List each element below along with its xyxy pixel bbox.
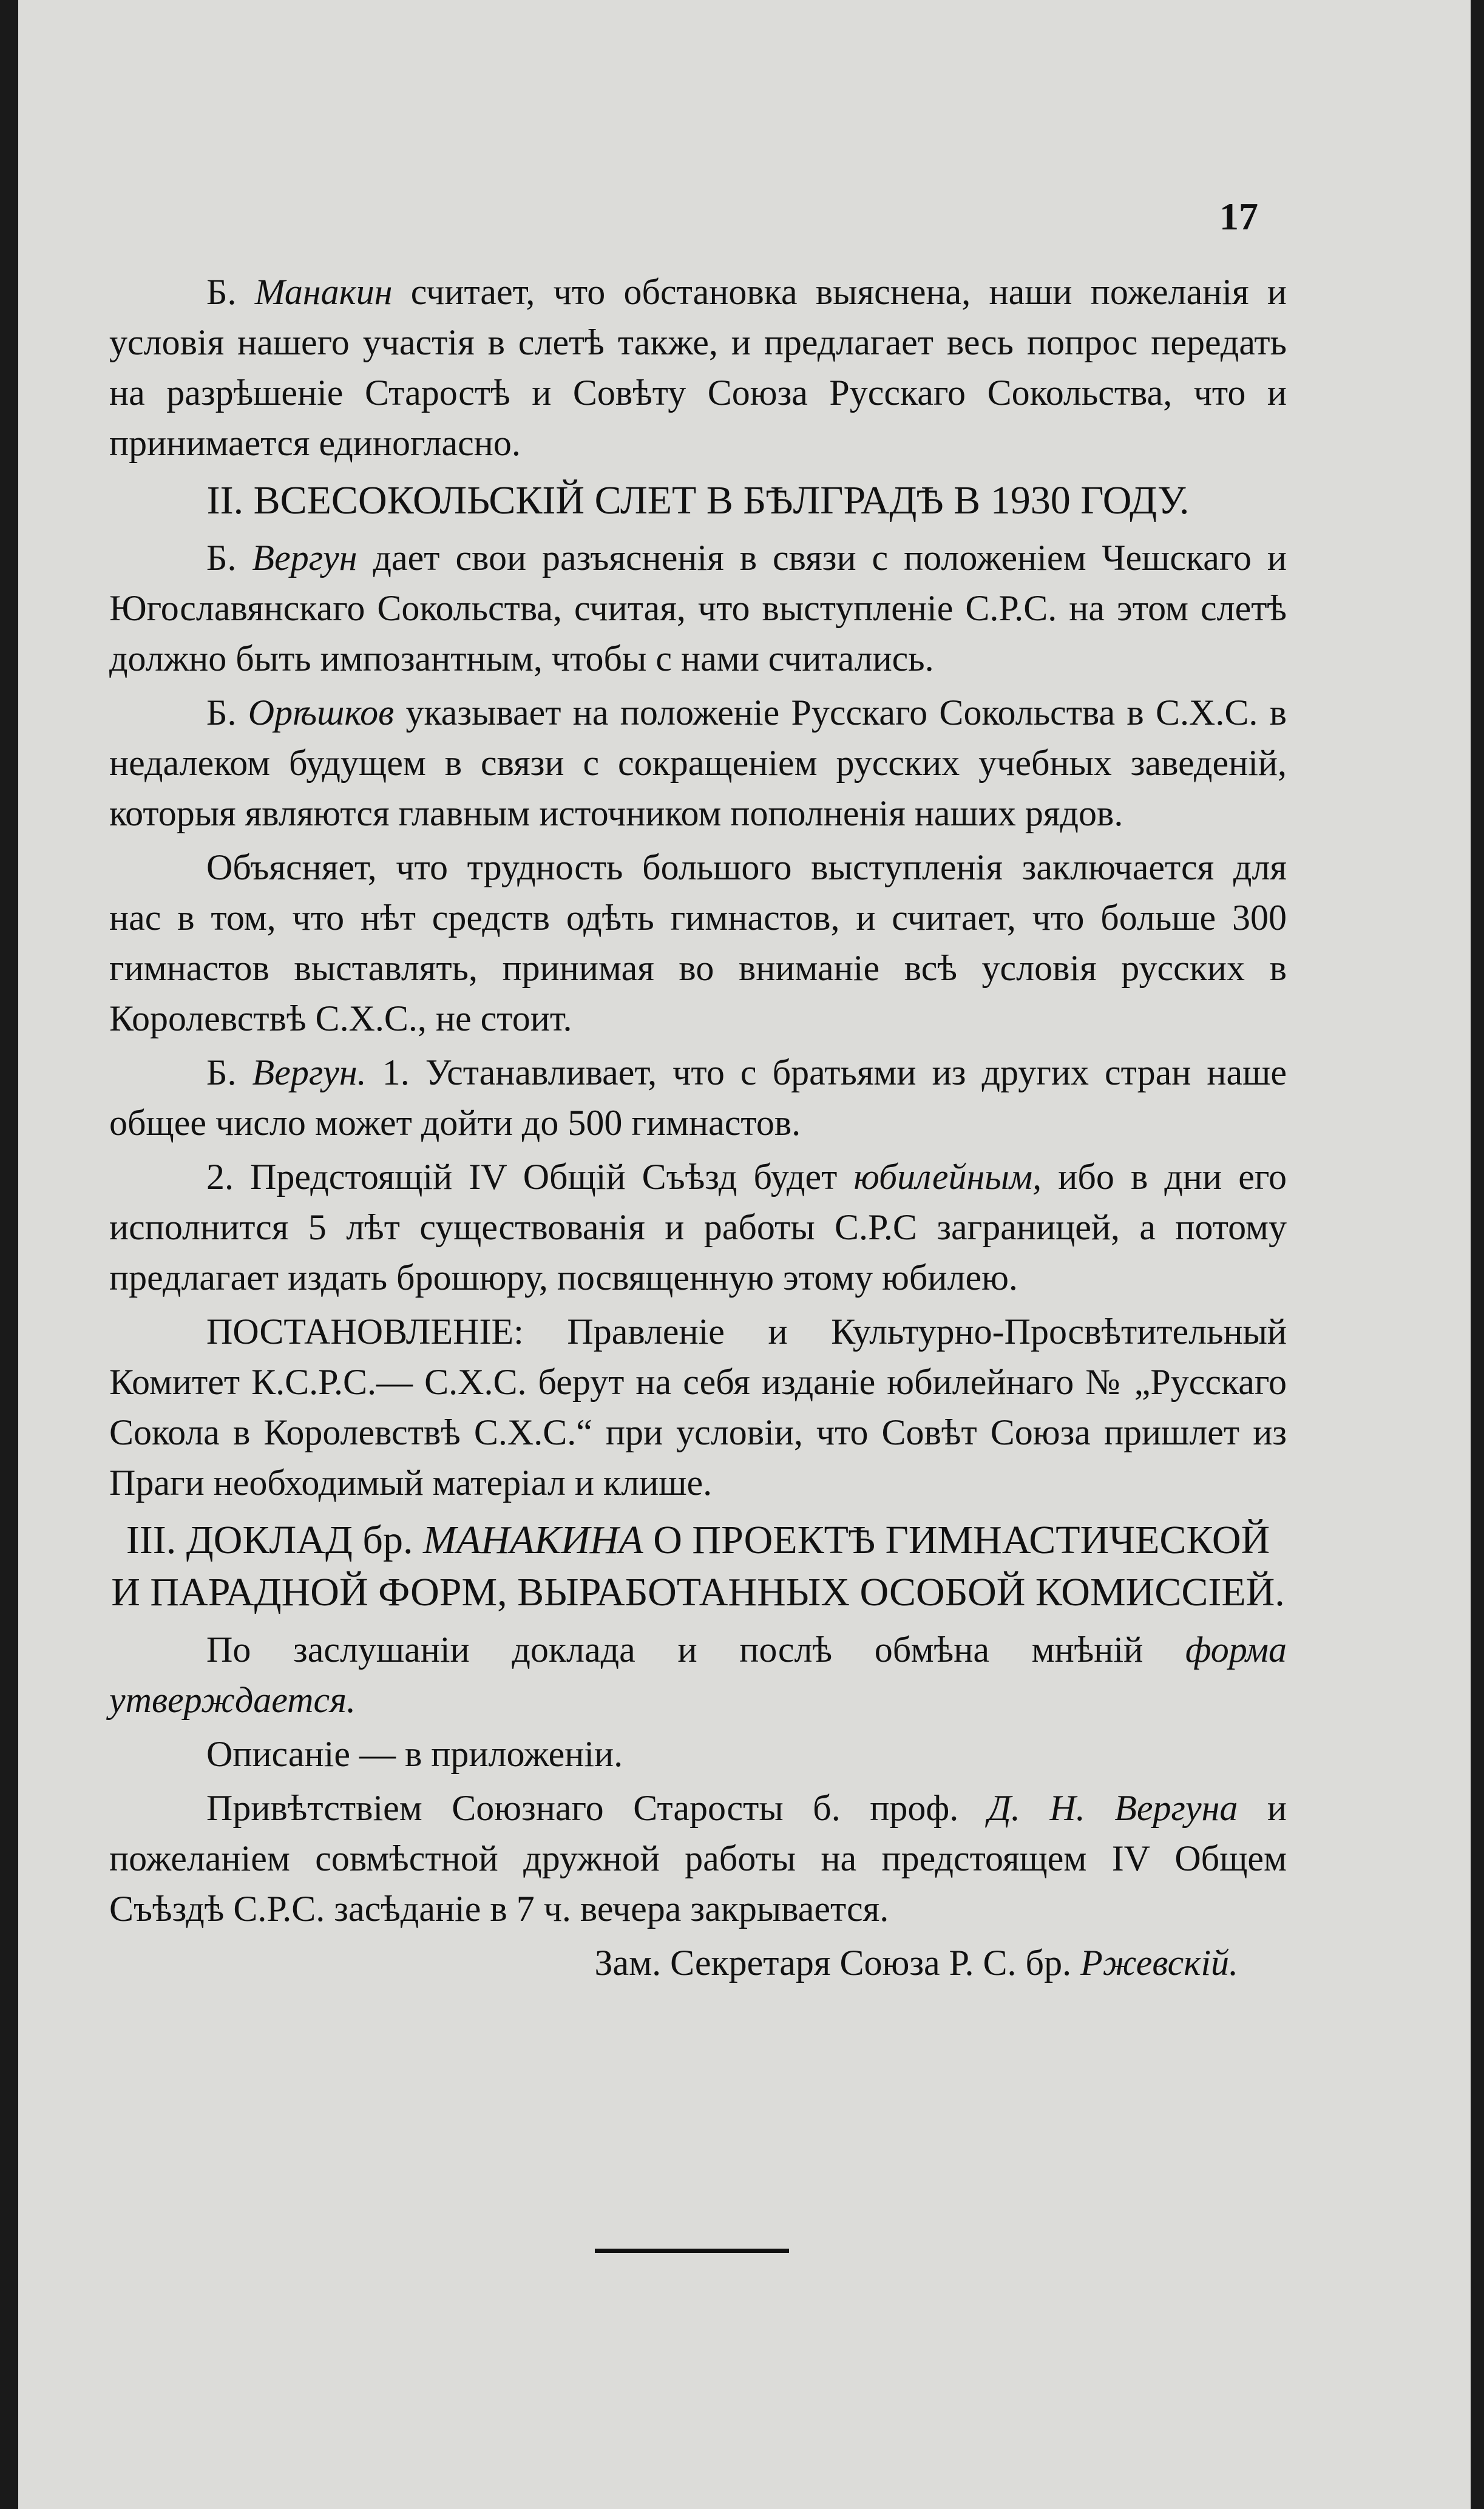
page-body <box>109 267 1287 1988</box>
paragraph-description: Описаніе — в приложеніи. <box>206 1734 623 1774</box>
section-heading-2: II. ВСЕСОКОЛЬСКІЙ СЛЕТ В БѢЛГРАДѢ В 1930 ГОДУ. <box>206 478 1190 523</box>
paragraph-vergun-2: 2. Предстоящій IV Общій Съѣзд будет юбилейным, ибо в дни его исполнится 5 лѣт существованія и работы С.Р.С заграницей, а потому предлагает издать брошюру, посвященную этому юбилею. <box>109 1157 1287 1298</box>
paragraph-vergun-1: Б. Вергун. 1. Устанавливает, что с братьями из других стран наше общее число может дойти до 500 гимнастов. <box>109 1052 1287 1143</box>
paragraph-manakin: Б. Манакин считает, что обстановка выяснена, наши пожеланія и условія нашего участія в слетѣ также, и предлагает весь попрос передать на разрѣшеніе Старостѣ и Совѣту Союза Русскаго Сокольства, что и принимается единогласно. <box>109 272 1287 463</box>
paragraph-closing: Привѣтствіем Союзнаго Старосты б. проф. Д. Н. Вергуна и пожеланіем совмѣстной дружной работы на предстоящем IV Общем Съѣздѣ С.Р.С. засѣданіе в 7 ч. вечера закрывается. <box>109 1788 1287 1929</box>
paragraph-form-approved: По заслушаніи доклада и послѣ обмѣна мнѣній форма утверждается. <box>109 1630 1287 1720</box>
paragraph-resolution: ПОСТАНОВЛЕНІЕ: Правленіе и Культурно-Просвѣтительный Комитет К.С.Р.С.— С.Х.С. берут на себя изданіе юбилейнаго № „Русскаго Сокола в Королевствѣ С.Х.С.“ при условіи, что Совѣт Союза пришлет из Праги необходимый матеріал и клише. <box>109 1312 1287 1503</box>
signature-line: Зам. Секретаря Союза Р. С. бр. Ржевскій. <box>594 1943 1238 1983</box>
paragraph-vergun: Б. Вергун дает свои разъясненія в связи с положеніем Чешскаго и Югославянскаго Сокольства, считая, что выступленіе С.Р.С. на этом слетѣ должно быть импозантным, чтобы с нами считались. <box>109 538 1287 679</box>
section-heading-3: III. ДОКЛАД бр. МАНАКИНА О ПРОЕКТѢ ГИМНАСТИЧЕСКОЙ И ПАРАДНОЙ ФОРМ, ВЫРАБОТАННЫХ ОСОБОЙ КОМИССІЕЙ. <box>111 1518 1285 1614</box>
scan-left-border <box>0 0 18 2509</box>
paragraph-explains: Объясняет, что трудность большого выступленія заключается для нас в том, что нѣт средств одѣть гимнастов, и считает, что больше 300 гимнастов выставлять, принимая во вниманіе всѣ условія русских в Королевствѣ С.Х.С., не стоит. <box>109 847 1287 1038</box>
paragraph-oreshkov: Б. Орѣшков указывает на положеніе Русскаго Сокольства в С.Х.С. в недалеком будущем в связи с сокращеніем русских учебных заведеній, которыя являются главным источником пополненія наших рядов. <box>109 692 1287 833</box>
scan-right-border <box>1471 0 1484 2509</box>
book-page <box>18 0 1471 2509</box>
page-number: 17 <box>1219 195 1258 238</box>
closing-rule <box>595 2249 789 2253</box>
